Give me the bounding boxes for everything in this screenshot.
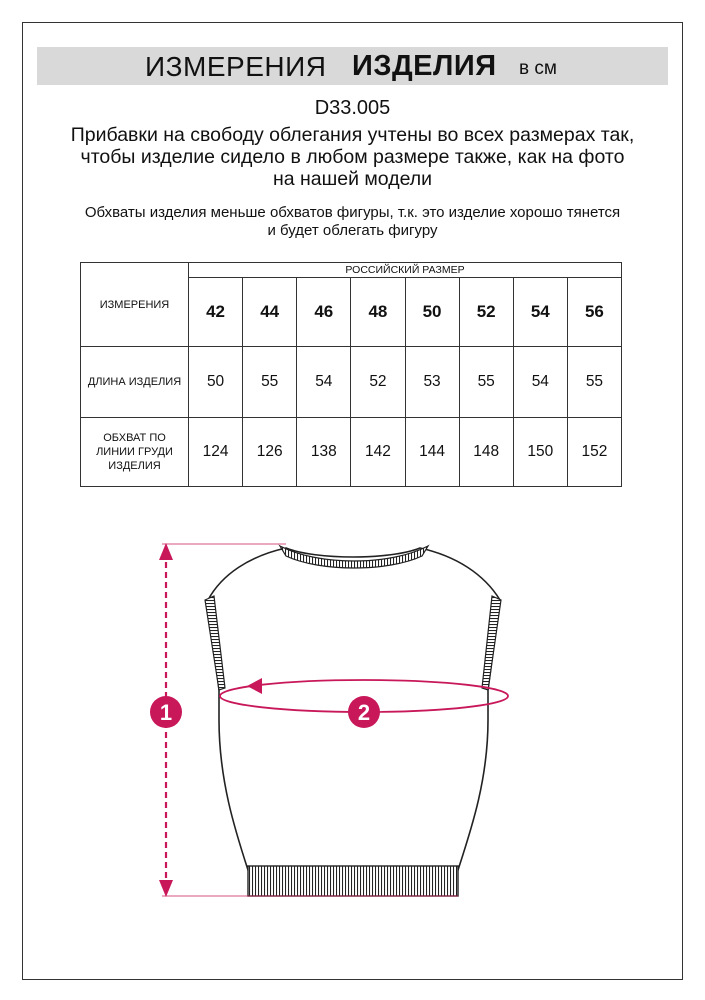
fit-note-line: на нашей модели	[272, 168, 433, 190]
table-cell: 55	[459, 347, 513, 418]
table-cell: 126	[243, 418, 297, 487]
length-arrow-bottom	[159, 880, 173, 897]
table-cell: 54	[513, 347, 567, 418]
row-label-line: ИЗДЕЛИЯ	[108, 460, 161, 472]
product-code: D33.005	[314, 97, 391, 119]
marker-1-label: 1	[159, 700, 173, 725]
table-cell: 55	[567, 347, 621, 418]
stretch-note-line: и будет облегать фигуру	[267, 222, 438, 239]
stretch-note-line: Обхваты изделия меньше обхватов фигуры, т.к. это изделие хорошо тянется	[84, 204, 621, 221]
size-header: 50	[405, 278, 459, 347]
russian-size-header: РОССИЙСКИЙ РАЗМЕР	[189, 263, 622, 278]
row-label-chest	[81, 418, 189, 487]
title-bar	[37, 47, 668, 85]
title-product: ИЗДЕЛИЯ	[352, 50, 497, 82]
size-header: 46	[297, 278, 351, 347]
table-cell: 54	[297, 347, 351, 418]
fit-note-line: чтобы изделие сидело в любом размере также, как на фото	[80, 146, 625, 168]
size-header: 42	[189, 278, 243, 347]
fit-note	[60, 124, 645, 190]
table-cell: 144	[405, 418, 459, 487]
garment-diagram	[0, 530, 705, 910]
title-units: в см	[519, 58, 557, 79]
table-cell: 52	[351, 347, 405, 418]
marker-2-label: 2	[357, 700, 371, 725]
length-arrow-top	[159, 543, 173, 560]
size-header: 44	[243, 278, 297, 347]
size-header: 54	[513, 278, 567, 347]
size-table	[80, 262, 622, 487]
table-cell: 50	[189, 347, 243, 418]
row-label-length: ДЛИНА ИЗДЕЛИЯ	[81, 347, 189, 418]
table-cell: 138	[297, 418, 351, 487]
table-cell: 150	[513, 418, 567, 487]
table-row	[81, 347, 622, 418]
table-cell: 142	[351, 418, 405, 487]
table-cell: 148	[459, 418, 513, 487]
size-header: 52	[459, 278, 513, 347]
stretch-note	[60, 204, 645, 240]
row-label-line: ЛИНИИ ГРУДИ	[96, 446, 173, 458]
table-cell: 55	[243, 347, 297, 418]
table-cell: 53	[405, 347, 459, 418]
fit-note-line: Прибавки на свободу облегания учтены во всех размерах так,	[70, 124, 635, 146]
size-header: 56	[567, 278, 621, 347]
size-header: 48	[351, 278, 405, 347]
corner-label: ИЗМЕРЕНИЯ	[81, 263, 189, 347]
table-cell: 152	[567, 418, 621, 487]
title-measurements: ИЗМЕРЕНИЯ	[145, 51, 327, 82]
table-row	[81, 418, 622, 487]
hem-rib	[248, 866, 458, 896]
row-label-line: ОБХВАТ ПО	[103, 432, 166, 444]
table-cell: 124	[189, 418, 243, 487]
